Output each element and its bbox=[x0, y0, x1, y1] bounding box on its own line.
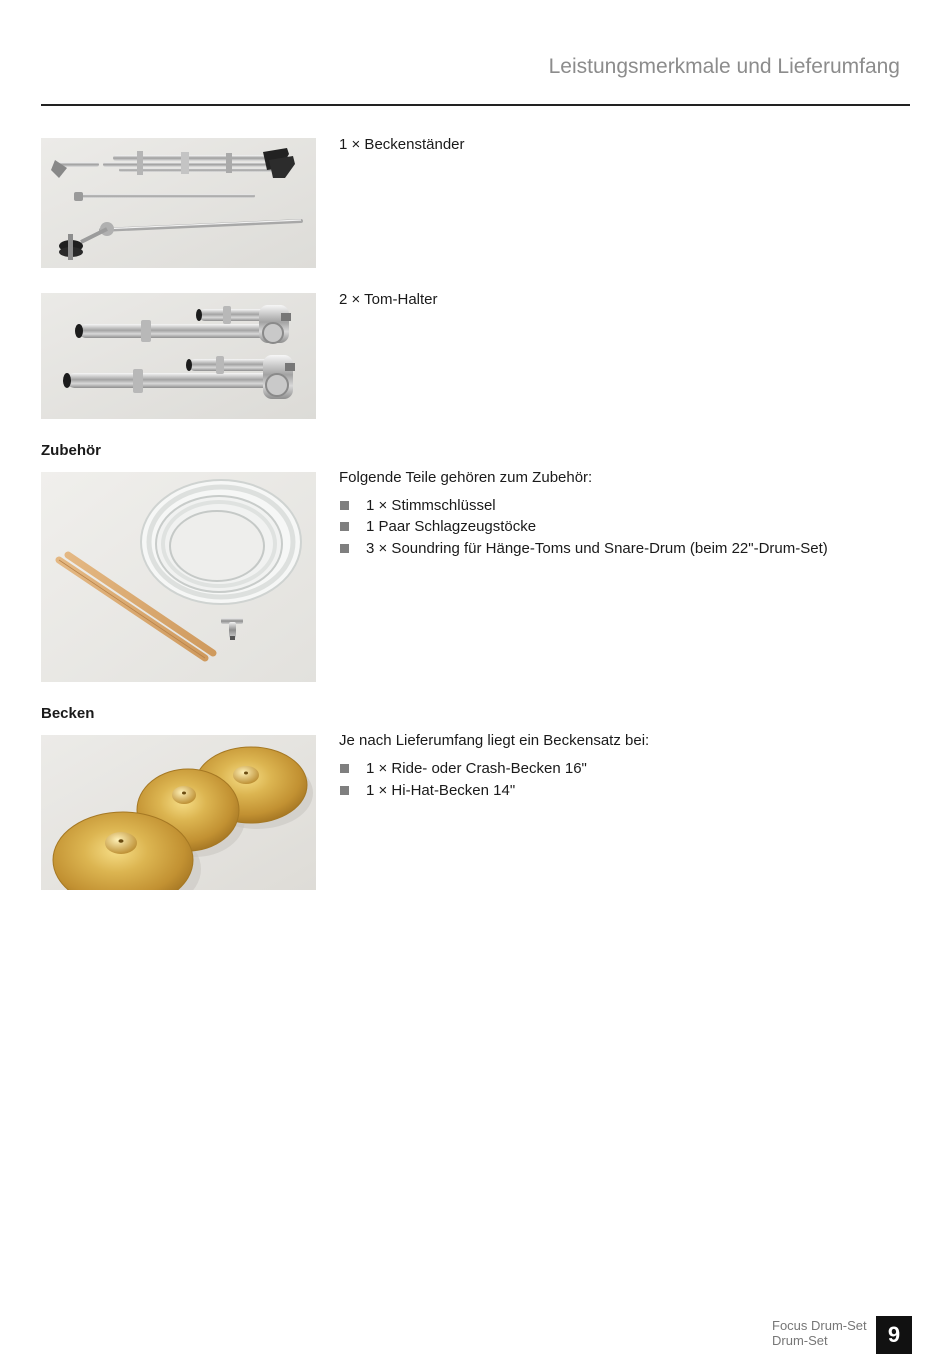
tom-holder-image bbox=[41, 293, 316, 419]
list-item bbox=[339, 497, 496, 515]
bullet-square-icon bbox=[340, 501, 349, 510]
cymbals-image bbox=[41, 735, 316, 890]
list-item-text: 3 × Soundring für Hänge-Toms und Snare-Drum (beim 22"-Drum-Set) bbox=[366, 540, 828, 557]
list-item bbox=[339, 518, 536, 536]
section-heading-accessories: Zubehör bbox=[41, 442, 101, 459]
footer-product-category: Drum-Set bbox=[772, 1333, 828, 1348]
bullet-square-icon bbox=[340, 544, 349, 553]
section-heading-cymbals: Becken bbox=[41, 705, 95, 722]
list-item-text: 1 × Ride- oder Crash-Becken 16" bbox=[366, 760, 587, 777]
list-item-text: 1 × Hi-Hat-Becken 14" bbox=[366, 782, 516, 799]
list-item bbox=[339, 760, 587, 778]
accessories-image bbox=[41, 472, 316, 682]
list-item bbox=[339, 782, 515, 800]
page-number: 9 bbox=[876, 1316, 912, 1354]
bullet-square-icon bbox=[340, 786, 349, 795]
footer-product-name: Focus Drum-Set bbox=[772, 1318, 867, 1333]
cymbals-photo bbox=[41, 735, 316, 890]
list-item-text: 1 Paar Schlagzeugstöcke bbox=[366, 518, 537, 535]
page-header-title: Leistungsmerkmale und Lieferumfang bbox=[548, 55, 900, 78]
item-cymbal-stand: 1 × Beckenständer bbox=[339, 136, 465, 153]
cymbals-intro: Je nach Lieferumfang liegt ein Beckensatz bei: bbox=[339, 732, 650, 749]
cymbal-stand-image bbox=[41, 138, 316, 268]
bullet-square-icon bbox=[340, 522, 349, 531]
cymbal-stand-photo bbox=[41, 138, 316, 268]
item-tom-holder: 2 × Tom-Halter bbox=[339, 291, 438, 308]
bullet-square-icon bbox=[340, 764, 349, 773]
accessories-intro: Folgende Teile gehören zum Zubehör: bbox=[339, 469, 593, 486]
accessories-photo bbox=[41, 472, 316, 682]
tom-holder-photo bbox=[41, 293, 316, 419]
header-divider bbox=[41, 104, 910, 106]
list-item-text: 1 × Stimmschlüssel bbox=[366, 497, 496, 514]
list-item bbox=[339, 540, 828, 558]
